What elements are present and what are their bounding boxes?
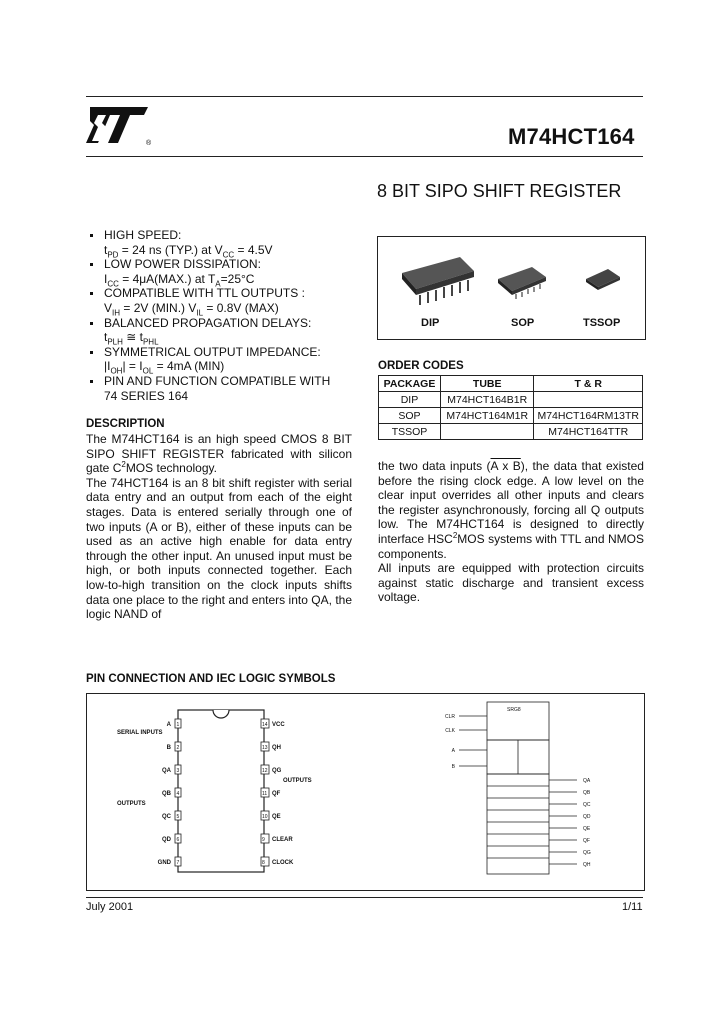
table-header-row	[379, 376, 643, 392]
description-left-column	[86, 432, 352, 622]
dip-package-image	[398, 251, 478, 307]
description-title: DESCRIPTION	[86, 418, 165, 430]
iec-input-label: CLK	[445, 728, 455, 734]
table-header: TUBE	[440, 376, 534, 392]
feature-item: SYMMETRICAL OUTPUT IMPEDANCE: $|I_{OH}| = I_{OL} = 4mA$ (MIN)	[86, 345, 358, 374]
table-header: PACKAGE	[379, 376, 441, 392]
package-label-tssop: TSSOP	[583, 317, 621, 329]
pin-number: 3	[176, 768, 180, 774]
table-cell: M74HCT164RM13TR	[534, 408, 643, 424]
right-pins	[261, 719, 294, 866]
table-cell: SOP	[379, 408, 441, 424]
pin-number: 11	[262, 791, 268, 797]
pin-number: 14	[262, 722, 268, 728]
tssop-package-image	[582, 265, 626, 295]
pin-number: 9	[262, 837, 265, 843]
iec-output-label: QA	[583, 778, 591, 784]
order-codes-title: ORDER CODES	[378, 360, 464, 372]
table-row	[379, 408, 643, 424]
pin-name: B	[166, 745, 171, 751]
top-rule	[86, 96, 643, 97]
description-paragraph: the two data inputs (A x B), the data that existed before the rising clock edge. A low level on the clear input overrides all other inputs and clears the register asynchronously, forcing all Q outputs low. The M74HCT164 is designed to directly interface HSC$^2$MOS systems with TTL and NMOS components.	[378, 459, 644, 561]
package-label-dip: DIP	[421, 317, 440, 329]
iec-inputs	[445, 714, 456, 770]
feature-item: BALANCED PROPAGATION DELAYS: $t_{PLH}$ ≅ $t_{PHL}$	[86, 316, 358, 345]
iec-input-label: CLR	[444, 714, 455, 720]
order-codes-table	[378, 375, 643, 440]
feature-item: COMPATIBLE WITH TTL OUTPUTS : $V_{IH} = 2V$ (MIN.) $V_{IL} = 0.8V$ (MAX)	[86, 286, 358, 315]
pin-number: 13	[262, 745, 268, 751]
table-cell: TSSOP	[379, 424, 441, 440]
iec-output-label: QC	[583, 802, 591, 808]
iec-title: SRG8	[507, 707, 521, 713]
footer-page: 1/11	[622, 901, 643, 913]
pin-number: 7	[176, 860, 180, 866]
iec-symbol	[459, 702, 549, 874]
iec-output-label: QH	[583, 862, 591, 868]
pin-name: A	[166, 722, 171, 728]
description-paragraph: All inputs are equipped with protection circuits against static discharge and transient excess voltage.	[378, 561, 644, 605]
description-right-column	[378, 459, 644, 605]
table-cell: M74HCT164B1R	[440, 392, 534, 408]
iec-input-label: A	[451, 748, 455, 754]
pin-number: 10	[262, 814, 268, 820]
outputs-right-label: OUTPUTS	[283, 778, 312, 784]
iec-input-label: B	[451, 764, 455, 770]
feature-item: LOW POWER DISSIPATION: $I_{CC} = 4\mu A(MAX.)$ at $T_A=25^\circ C$	[86, 257, 358, 286]
pin-number: 12	[262, 768, 268, 774]
pin-name: QF	[272, 791, 281, 797]
part-number: M74HCT164	[508, 124, 635, 149]
pin-name: QB	[162, 791, 171, 797]
description-paragraph: The 74HCT164 is an 8 bit shift register with serial data entry and an output from each of the eight stages. Data is entered serially through one of two inputs (A or B), either of these inputs can be used as an active high enable for data entry through the other input. An unused input must be high, or both inputs connected together. Each low-to-high transition on the clock inputs shifts data one place to the right and enters into QA, the logic NAND of	[86, 475, 352, 622]
svg-text:®: ®	[146, 140, 152, 147]
iec-output-label: QB	[583, 790, 591, 796]
pin-name: QD	[162, 837, 171, 843]
feature-list	[86, 228, 358, 403]
pin-name: VCC	[272, 722, 285, 728]
serial-inputs-label: SERIAL INPUTS	[117, 730, 163, 736]
pin-name: CLEAR	[272, 837, 293, 843]
pin-name: QH	[272, 745, 281, 751]
pin-name: CLOCK	[272, 860, 294, 866]
pin-name: QE	[272, 814, 281, 820]
logic-symbols-box	[86, 693, 645, 891]
table-cell: M74HCT164TTR	[534, 424, 643, 440]
iec-output-label: QE	[583, 826, 591, 832]
pin-number: 2	[176, 745, 180, 751]
table-header: T & R	[534, 376, 643, 392]
pin-name: GND	[157, 860, 171, 866]
table-row	[379, 424, 643, 440]
pin-number: 8	[262, 860, 265, 866]
document-subtitle: 8 BIT SIPO SHIFT REGISTER	[377, 181, 622, 201]
iec-outputs	[549, 778, 591, 868]
package-label-sop: SOP	[511, 317, 535, 329]
table-row	[379, 392, 643, 408]
sop-package-image	[494, 261, 550, 301]
iec-output-label: QF	[583, 838, 590, 844]
footer-date: July 2001	[86, 901, 134, 913]
iec-output-label: QD	[583, 814, 591, 820]
footer-rule	[86, 897, 643, 898]
pin-diagrams	[87, 694, 644, 890]
pin-section-title: PIN CONNECTION AND IEC LOGIC SYMBOLS	[86, 673, 336, 685]
pin-number: 1	[176, 722, 180, 728]
outputs-left-label: OUTPUTS	[117, 801, 146, 807]
iec-output-label: QG	[583, 850, 591, 856]
pin-number: 4	[176, 791, 180, 797]
feature-item: PIN AND FUNCTION COMPATIBLE WITH 74 SERIES 164	[86, 374, 358, 403]
description-paragraph: The M74HCT164 is an high speed CMOS 8 BIT SIPO SHIFT REGISTER fabricated with silicon gate $C^2MOS$ technology.	[86, 432, 352, 476]
pin-number: 5	[176, 814, 180, 820]
pin-number: 6	[176, 837, 180, 843]
st-logo	[84, 103, 154, 147]
pin-name: QC	[162, 814, 171, 820]
header-rule	[86, 156, 643, 157]
table-cell: DIP	[379, 392, 441, 408]
pin-name: QA	[162, 768, 171, 774]
package-images-box	[377, 236, 646, 340]
table-cell: M74HCT164M1R	[440, 408, 534, 424]
table-cell	[440, 424, 534, 440]
table-cell	[534, 392, 643, 408]
pin-name: QG	[272, 768, 282, 774]
feature-item: HIGH SPEED: $t_{PD} = 24$ ns (TYP.) at $V_{CC} = 4.5V$	[86, 228, 358, 257]
